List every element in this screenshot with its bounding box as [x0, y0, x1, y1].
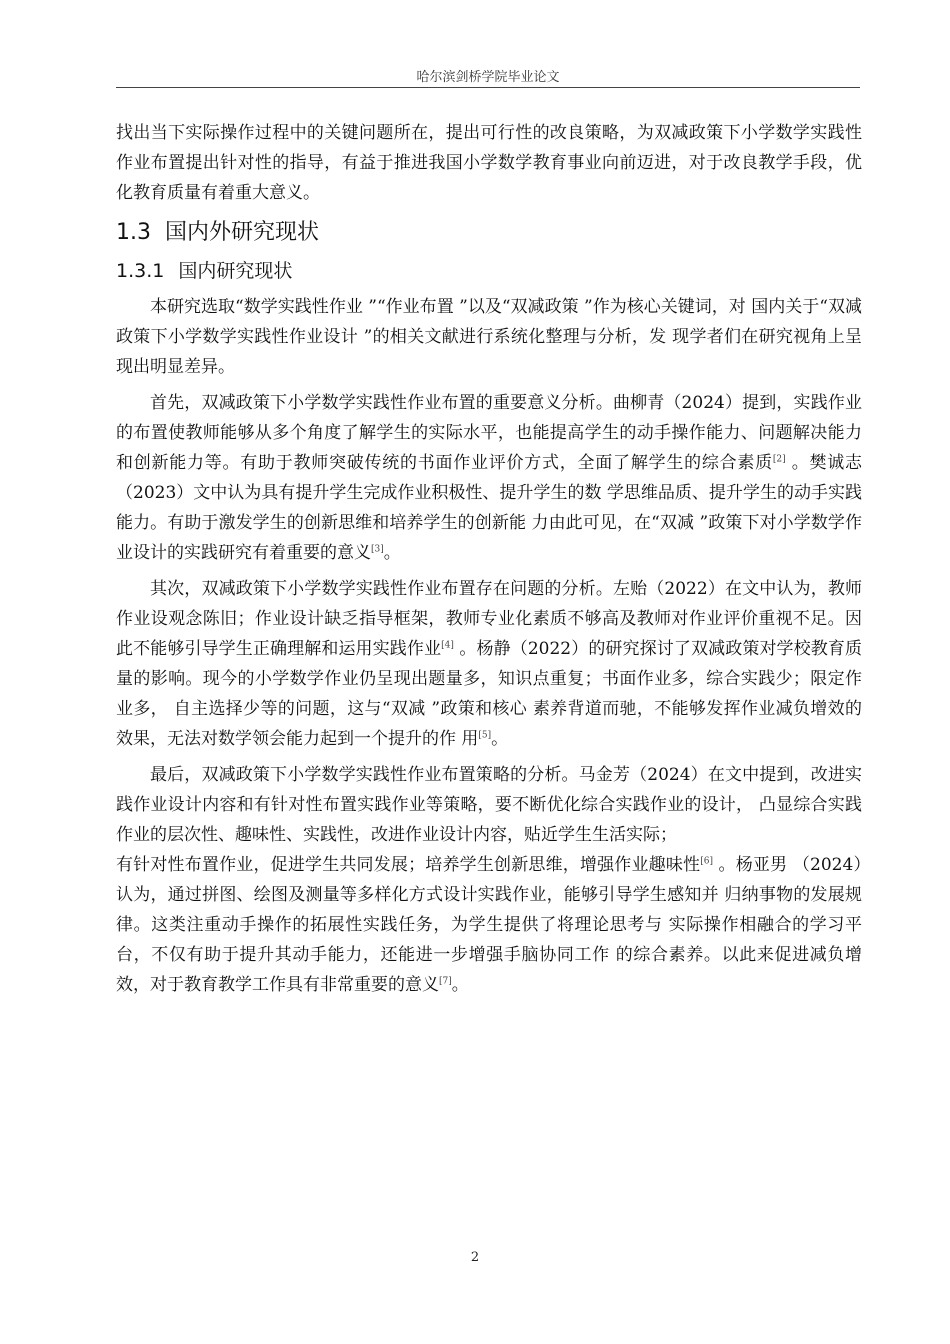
citation-ref: [6] — [700, 856, 713, 867]
paragraph-significance — [116, 388, 862, 568]
paragraph-text: 。杨亚男 （2024）认为，通过拼图、绘图及测量等多样化方式设计实践作业，能够引导学生感知并 归纳事物的发展规律。这类注重动手操作的拓展性实践任务，为学生提供了将理论思考与 实际操作相融合的学习平台，不仅有助于提升其动手能力，还能进一步增强手脑协同工作 的综合素养。以此来促进减负增效，对于教育教学工作具有非常重要的意义 — [116, 855, 863, 995]
citation-ref: [5] — [478, 730, 492, 741]
paragraph-problems — [116, 574, 862, 754]
section-number: 1.3 — [116, 220, 151, 245]
paragraph-text: 。 — [491, 729, 509, 749]
subsection-heading — [116, 256, 862, 286]
subsection-number: 1.3.1 — [116, 260, 165, 282]
document-body — [116, 118, 862, 1000]
paragraph-text: 首先，双减政策下小学数学实践性作业布置的重要意义分析。曲柳青（2024）提到，实践作业的布置使教师能够从多个角度了解学生的实际水平，也能提高学生的动手操作能力、问题解决能力和创新能力等。有助于教师突破传统的书面作业评价方式，全面了解学生的综合素质 — [116, 393, 862, 473]
citation-ref: [2] — [772, 454, 786, 465]
paragraph-text: 其次，双减政策下小学数学实践性作业布置存在问题的分析。左贻（2022）在文中认为，教师作业设观念陈旧；作业设计缺乏指导框架，教师专业化素质不够高及教师对作业评价重视不足。因此不能够引导学生正确理解和运用实践作业 — [116, 579, 862, 659]
page-header: 哈尔滨剑桥学院毕业论文 — [416, 70, 560, 85]
paragraph-text: 。樊诚志（2023）文中认为具有提升学生完成作业积极性、提升学生的数 学思维品质、提升学生的动手实践能力。有助于激发学生的创新思维和培养学生的创新能 力由此可见，在“双减 ”政策下对小学数学作业设计的实践研究有着重要的意义 — [116, 453, 863, 563]
citation-ref: [7] — [439, 976, 452, 987]
citation-ref: [4] — [441, 640, 454, 651]
header-divider — [116, 87, 860, 88]
paragraph-text: 。 — [451, 975, 469, 995]
intro-paragraph: 找出当下实际操作过程中的关键问题所在，提出可行性的改良策略，为双减政策下小学数学实践性作业布置提出针对性的指导，有益于推进我国小学数学教育事业向前迈进，对于改良教学手段，优化教育质量有着重大意义。 — [116, 123, 862, 203]
subsection-title: 国内研究现状 — [178, 260, 293, 282]
paragraph-text: 有针对性布置作业，促进学生共同发展；培养学生创新思维，增强作业趣味性 — [116, 855, 701, 875]
paragraph-strategies-continued — [116, 850, 862, 1000]
citation-ref: [3] — [371, 544, 384, 555]
section-heading — [116, 216, 862, 250]
paragraph-strategies: 最后，双减政策下小学数学实践性作业布置策略的分析。马金芳（2024）在文中提到，改进实践作业设计内容和有针对性布置实践作业等策略，要不断优化综合实践作业的设计， 凸显综合实践作业的层次性、趣味性、实践性，改进作业设计内容，贴近学生生活实际； — [116, 765, 862, 845]
paragraph-text: 。 — [383, 543, 401, 563]
page-number: 2 — [470, 1250, 480, 1265]
paragraph-keywords: 本研究选取“数学实践性作业 ”“作业布置 ”以及“双减政策 ”作为核心关键词，对 国内关于“双减政策下小学数学实践性作业设计 ”的相关文献进行系统化整理与分析，发 现学者们在研究视角上呈现出明显差异。 — [116, 297, 862, 377]
paragraph-text: 。杨静（2022）的研究探讨了双减政策对学校教育质量的影响。现今的小学数学作业仍呈现出题量多，知识点重复；书面作业多，综合实践少；限定作业多， 自主选择少等的问题，这与“双减 ”政策和核心 素养背道而驰，不能够发挥作业减负增效的效果，无法对数学领会能力起到一个提升的作 用 — [116, 639, 862, 749]
section-title: 国内外研究现状 — [165, 220, 320, 245]
